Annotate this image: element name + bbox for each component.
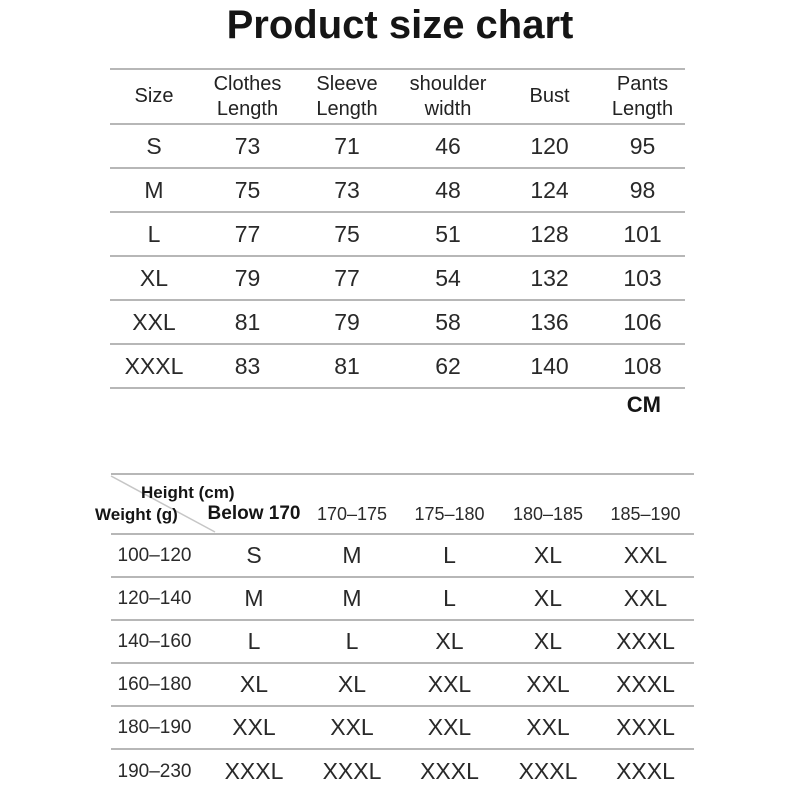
measurement-value: 95: [629, 132, 656, 159]
corner-header-cell: [95, 475, 235, 533]
measurement-value: 81: [334, 352, 360, 379]
table-row: [111, 578, 694, 621]
measurement-value: 75: [334, 220, 360, 247]
measurement-value: 83: [234, 352, 261, 379]
recommended-size: XL: [533, 628, 563, 654]
recommended-size: XXXL: [518, 758, 578, 784]
recommended-size: XXXL: [616, 671, 675, 697]
table-row: [110, 301, 685, 345]
weight-range-label: 190–230: [117, 760, 192, 782]
recommended-size: M: [342, 542, 362, 568]
measurement-value: 79: [334, 308, 360, 335]
measurement-value: 62: [435, 352, 461, 379]
measurement-value: 106: [623, 308, 662, 335]
recommended-size: XL: [435, 628, 464, 654]
column-header-180-185: 180–185: [512, 504, 584, 524]
recommended-size: XXL: [427, 671, 472, 697]
recommended-size: XXL: [526, 671, 570, 697]
table-row: [110, 345, 685, 389]
measurement-value: 77: [334, 264, 360, 291]
measurement-value: 124: [530, 176, 569, 203]
recommended-size: L: [443, 542, 456, 568]
size-label: S: [146, 132, 162, 159]
recommended-size: L: [443, 585, 456, 611]
size-label: XL: [139, 264, 169, 291]
recommended-size: L: [345, 628, 359, 654]
size-measurements-table: [110, 68, 685, 389]
size-label: XXXL: [124, 352, 184, 379]
table-row: [110, 213, 685, 257]
measurement-value: 108: [623, 352, 662, 379]
table-row: [110, 125, 685, 169]
measurement-value: 132: [530, 264, 569, 291]
recommended-size: XL: [533, 542, 563, 568]
weight-range-label: 180–190: [117, 716, 192, 738]
measurement-value: 128: [530, 220, 569, 247]
recommended-size: XXXL: [616, 714, 675, 740]
column-header-bust: Bust: [529, 85, 570, 107]
measurement-value: 58: [435, 308, 461, 335]
measurement-value: 120: [530, 132, 569, 159]
measurement-value: 48: [435, 176, 461, 203]
recommended-size: XXXL: [224, 758, 284, 784]
table-row: [111, 664, 694, 707]
column-header-clothes-length: Clothes Length: [213, 72, 282, 120]
recommended-size: M: [244, 585, 264, 611]
column-header-185-190: 185–190: [610, 504, 681, 524]
column-header-pants-length: Pants Length: [611, 72, 674, 120]
column-header-sleeve-length: Sleeve Length: [316, 72, 378, 120]
recommended-size: XL: [239, 671, 269, 697]
recommended-size: S: [246, 542, 262, 568]
measurement-value: 46: [435, 132, 461, 159]
measurement-value: 140: [530, 352, 569, 379]
recommended-size: XXL: [623, 585, 668, 611]
measurement-value: 54: [435, 264, 461, 291]
recommended-size: XXXL: [322, 758, 382, 784]
table-row: [111, 535, 694, 578]
recommended-size: XXL: [232, 714, 276, 740]
measurement-value: 79: [234, 264, 261, 291]
weight-range-label: 140–160: [117, 630, 192, 652]
measurement-value: 103: [623, 264, 662, 291]
measurement-value: 71: [334, 132, 360, 159]
recommended-size: XXL: [330, 714, 374, 740]
page-title: Product size chart: [226, 3, 574, 47]
size-label: XXL: [132, 308, 176, 335]
table-row: [110, 169, 685, 213]
measurement-value: 81: [234, 308, 261, 335]
recommended-size: XXXL: [420, 758, 479, 784]
recommended-size: XXL: [427, 714, 472, 740]
measurement-value: 73: [234, 132, 261, 159]
column-header-shoulder-width: shoulder width: [409, 72, 487, 120]
recommended-size: XXL: [526, 714, 570, 740]
column-header-170-175: 170–175: [316, 504, 388, 524]
size-table-header-row: [110, 70, 685, 125]
measurement-value: 77: [234, 220, 261, 247]
fit-table-header-row: [95, 475, 694, 535]
measurement-value: 75: [234, 176, 261, 203]
recommended-size: XXL: [623, 542, 668, 568]
column-header-size: Size: [134, 85, 174, 107]
unit-label: CM: [626, 392, 661, 417]
recommended-size: XL: [337, 671, 367, 697]
recommended-size: L: [247, 628, 261, 654]
measurement-value: 98: [629, 176, 656, 203]
measurement-value: 51: [435, 220, 461, 247]
recommended-size: XXXL: [616, 758, 675, 784]
weight-range-label: 160–180: [117, 673, 192, 695]
recommended-size: M: [342, 585, 362, 611]
column-header-below-170: Below 170: [207, 503, 301, 524]
weight-range-label: 100–120: [117, 544, 192, 566]
size-label: M: [144, 176, 164, 203]
weight-range-label: 120–140: [117, 587, 192, 609]
height-weight-fit-table: [95, 473, 694, 793]
table-row: [111, 750, 694, 793]
column-header-175-180: 175–180: [414, 504, 485, 524]
recommended-size: XL: [533, 585, 563, 611]
size-label: L: [147, 220, 161, 247]
corner-label-height: Height (cm): [141, 483, 235, 502]
table-row: [111, 707, 694, 750]
measurement-value: 73: [334, 176, 360, 203]
measurement-value: 136: [530, 308, 569, 335]
table-row: [111, 621, 694, 664]
corner-label-weight: Weight (g): [95, 505, 178, 524]
recommended-size: XXXL: [616, 628, 675, 654]
table-row: [110, 257, 685, 301]
measurement-value: 101: [623, 220, 662, 247]
